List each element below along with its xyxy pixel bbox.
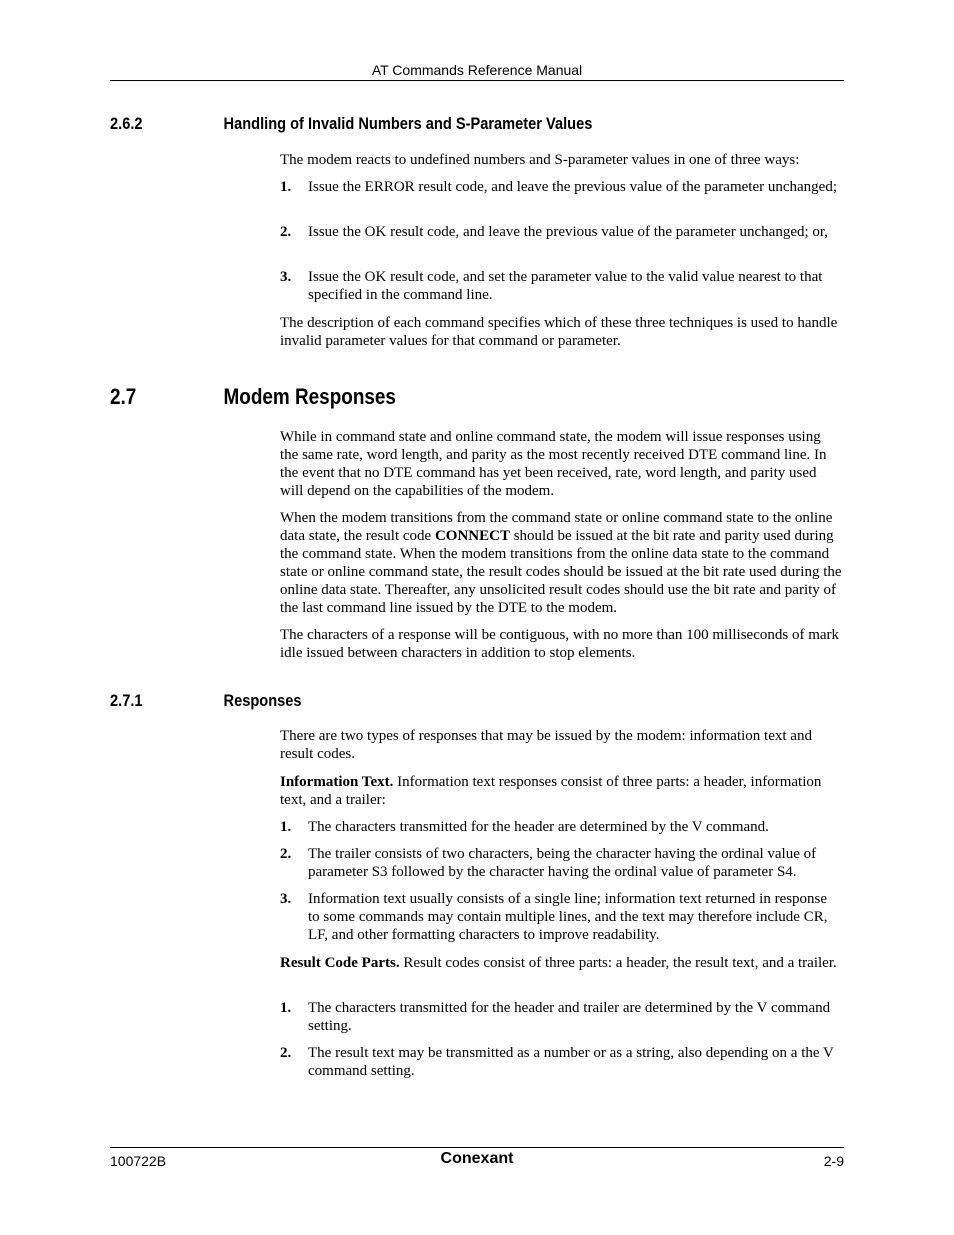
list-number: 3. <box>280 269 292 285</box>
page-number: 2-9 <box>823 1153 844 1169</box>
paragraph: The characters of a response will be contiguous, with no more than 100 milliseconds of mark idle issued between characters in addition to stop elements. <box>280 627 840 661</box>
list-item <box>280 999 842 1035</box>
list-number: 1. <box>280 179 292 195</box>
connect-code: CONNECT <box>434 528 510 544</box>
list-number: 3. <box>280 891 292 907</box>
paragraph-result-code-parts <box>280 954 842 972</box>
list-text: The characters transmitted for the header and trailer are determined by the V command setting. <box>308 1000 831 1034</box>
list-number: 2. <box>280 846 292 862</box>
list-text: Issue the ERROR result code, and leave the previous value of the parameter unchanged; <box>308 179 837 195</box>
list-text: Information text usually consists of a single line; information text returned in response to some commands may contain multiple lines, and the text may therefore include CR, LF, and other formatting characters to improve readability. <box>308 891 828 943</box>
paragraph-intro-262 <box>280 151 842 169</box>
document-number: 100722B <box>110 1153 167 1169</box>
list-item <box>280 890 842 944</box>
paragraph: There are two types of responses that may be issued by the modem: information text and result codes. <box>280 728 812 762</box>
section-heading-2-6-2 <box>110 114 593 134</box>
list-item <box>280 268 842 304</box>
paragraph-closing-262 <box>280 314 842 350</box>
list-text: The result text may be transmitted as a number or as a string, also depending on a the V command setting. <box>308 1045 834 1079</box>
run-in-heading: Result Code Parts. <box>280 955 400 971</box>
section-number: 2.6.2 <box>110 114 143 133</box>
paragraph-27-3 <box>280 626 842 662</box>
list-number: 2. <box>280 224 292 240</box>
paragraph <box>280 773 842 809</box>
header-rule <box>110 80 844 81</box>
section-number: 2.7 <box>110 384 137 409</box>
paragraph-27-1 <box>280 428 842 500</box>
list-item <box>280 178 842 196</box>
text-run: should be issued at the bit rate and parity used during the command state. When the modem transitions from the online data state to the command state or online command state, the result codes should be issued at the bit rate used during the online data state. Thereafter, any unsolicited result codes should use the bit rate and parity of the last command line issued by the DTE to the modem. <box>280 528 842 616</box>
paragraph-27-2 <box>280 509 842 617</box>
paragraph-271-intro <box>280 727 842 763</box>
list-text: The characters transmitted for the header are determined by the V command. <box>308 819 769 835</box>
list-number: 2. <box>280 1045 292 1061</box>
paragraph: The description of each command specifies which of these three techniques is used to handle invalid parameter values for that command or parameter. <box>280 315 838 349</box>
section-title: Responses <box>223 691 302 710</box>
paragraph: The modem reacts to undefined numbers and S-parameter values in one of three ways: <box>280 152 800 168</box>
text-run: Information text responses consist of three parts: a header, information text, and a trailer: <box>280 774 822 808</box>
section-heading-2-7 <box>110 384 396 410</box>
list-item <box>280 1044 842 1080</box>
list-text: The trailer consists of two characters, being the character having the ordinal value of parameter S3 followed by the character having the ordinal value of parameter S4. <box>308 846 817 880</box>
section-title: Modem Responses <box>223 384 396 409</box>
list-text: Issue the OK result code, and leave the previous value of the parameter unchanged; or, <box>308 224 829 240</box>
list-number: 1. <box>280 819 292 835</box>
text-run: When the modem transitions from the command state or online command state to the online data state, the result code <box>280 510 833 544</box>
list-text: Issue the OK result code, and set the parameter value to the valid value nearest to that specified in the command line. <box>308 269 823 303</box>
list-item <box>280 223 842 241</box>
list-number: 1. <box>280 1000 292 1016</box>
run-in-heading: Information Text. <box>280 774 394 790</box>
text-run: Result codes consist of three parts: a header, the result text, and a trailer. <box>399 955 837 971</box>
section-number: 2.7.1 <box>110 691 143 710</box>
section-title: Handling of Invalid Numbers and S-Parameter Values <box>223 114 593 133</box>
list-item <box>280 845 842 881</box>
running-header: AT Commands Reference Manual <box>371 62 583 78</box>
company-name: Conexant <box>440 1150 514 1167</box>
paragraph-information-text <box>280 773 842 809</box>
footer-rule <box>110 1147 844 1148</box>
paragraph <box>280 954 842 972</box>
paragraph <box>280 509 842 617</box>
paragraph: While in command state and online command state, the modem will issue responses using the same rate, word length, and parity as the most recently received DTE command line. In the event that no DTE command has yet been received, rate, word length, and parity used will depend on the capabilities of the modem. <box>280 429 827 499</box>
section-heading-2-7-1 <box>110 691 302 711</box>
list-item <box>280 818 842 836</box>
